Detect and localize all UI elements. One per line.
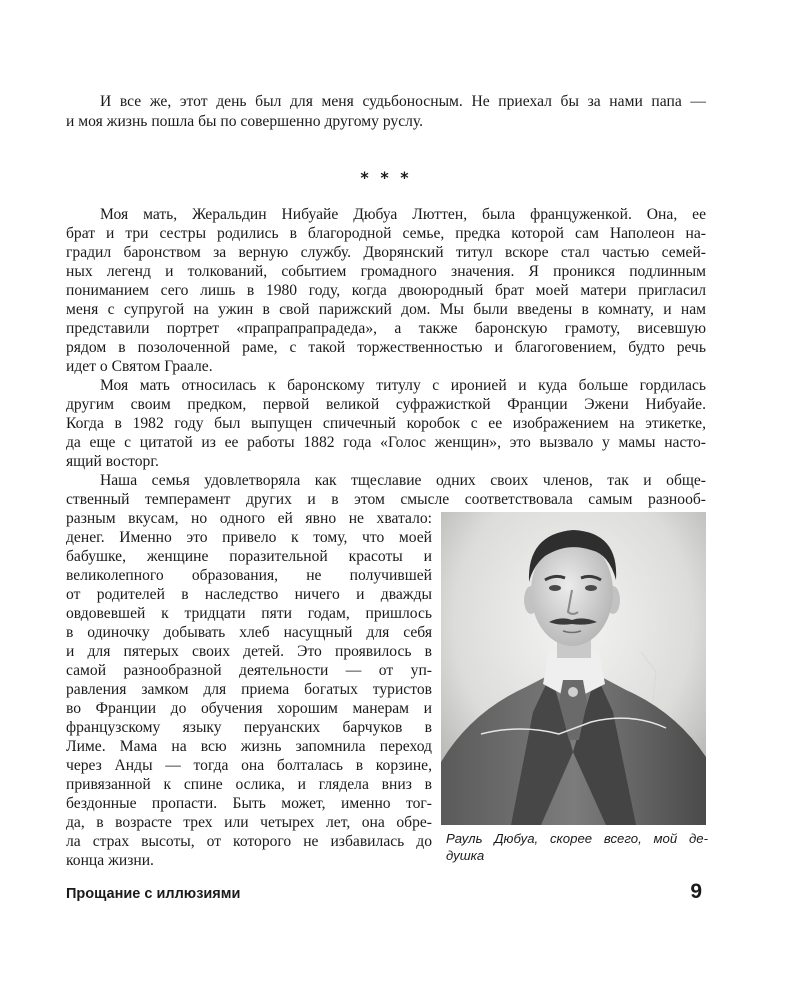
p3-line-10: и для пятерых своих детей. Это проявилось в	[66, 643, 432, 660]
p3-line-6: великолепного образования, не получившей	[66, 567, 432, 584]
p2-line-2: другим своим предком, первой великой суфражисткой Франции Эжени Нибуайе.	[66, 396, 706, 413]
p3-line-7: от родителей в наследство ничего и дважды	[66, 586, 432, 603]
p3-line-12: равления замком для приема богатых туристов	[66, 681, 432, 698]
p1-line-9: идет о Святом Граале.	[66, 358, 213, 375]
portrait-illustration	[441, 512, 706, 825]
p1-line-7: представили портрет «прапрапрапрадеда», а также баронскую грамоту, висевшую	[66, 320, 706, 337]
p2-line-1: Моя мать относилась к баронскому титулу с иронией и куда больше гордилась	[100, 377, 706, 394]
p3-line-20: ла страх высоты, от которого не избавилась до	[66, 833, 432, 850]
p3-line-2: ственный темперамент других и в этом смысле соответствовала самым разнооб-	[66, 491, 706, 508]
portrait-photo	[441, 512, 706, 825]
photo-caption	[446, 830, 708, 864]
section-separator: * * *	[360, 168, 412, 187]
intro-line-2: и моя жизнь пошла бы по совершенно другому руслу.	[66, 113, 424, 130]
p3-line-11: самой разнообразной деятельности — от уп-	[66, 662, 432, 679]
p3-line-14: французскому языку перуанских барчуков в	[66, 719, 432, 736]
p1-line-5: пониманием сего лишь в 1980 году, когда двоюродный брат моей матери пригласил	[66, 282, 706, 299]
caption-line-1: Рауль Дюбуа, скорее всего, мой де-	[446, 831, 708, 846]
p3-line-5: бабушке, женщине поразительной красоты и	[66, 548, 432, 565]
caption-line-2: душка	[446, 848, 485, 863]
p3-line-9: в одиночку добывать хлеб насущный для себя	[66, 624, 432, 641]
p3-line-18: бездонные пропасти. Быть может, именно тог-	[66, 795, 432, 812]
p1-line-8: рядом в позолоченной раме, с такой торжественностью и благоговением, будто речь	[66, 339, 706, 356]
p1-line-6: меня с супругой на ужин в свой парижский дом. Мы были введены в комнату, и нам	[66, 301, 706, 318]
p3-line-8: овдовевшей к тридцати пяти годам, пришлось	[66, 605, 432, 622]
p3-line-15: Лиме. Мама на всю жизнь запомнила переход	[66, 738, 432, 755]
p3-line-21: конца жизни.	[66, 852, 154, 869]
p2-line-5: ящий восторг.	[66, 453, 159, 470]
p3-line-16: через Анды — тогда она болталась в корзине,	[66, 757, 432, 774]
p1-line-2: брат и три сестры родились в благородной семье, предка которой сам Наполеон на-	[66, 225, 706, 242]
p2-line-4: да еще с цитатой из ее работы 1882 года «Голос женщин», это вызвало у мамы насто-	[66, 434, 706, 451]
p3-line-4: денег. Именно это привело к тому, что моей	[66, 529, 432, 546]
p3-line-1: Наша семья удовлетворяла как тщеславие одних своих членов, так и обще-	[100, 472, 706, 489]
p3-line-3: разным вкусам, но одного ей явно не хватало:	[66, 510, 432, 527]
p1-line-3: градил баронством за верную службу. Дворянский титул вскоре стал частью семей-	[66, 244, 706, 261]
p3-line-19: да, в возрасте трех или четырех лет, она обре-	[66, 814, 432, 831]
p3-line-13: во Франции до обучения хорошим манерам и	[66, 700, 432, 717]
running-footer-title: Прощание с иллюзиями	[66, 886, 241, 902]
page-number: 9	[690, 880, 702, 903]
intro-line-1: И все же, этот день был для меня судьбоносным. Не приехал бы за нами папа —	[100, 93, 706, 110]
p1-line-1: Моя мать, Жеральдин Нибуайе Дюбуа Люттен, была француженкой. Она, ее	[100, 206, 706, 223]
p3-line-17: привязанной к спине ослика, и глядела вниз в	[66, 776, 432, 793]
p1-line-4: ных легенд и толкований, событием громадного значения. Я проникся подлинным	[66, 263, 706, 280]
p2-line-3: Когда в 1982 году был выпущен спичечный коробок с ее изображением на этикетке,	[66, 415, 706, 432]
